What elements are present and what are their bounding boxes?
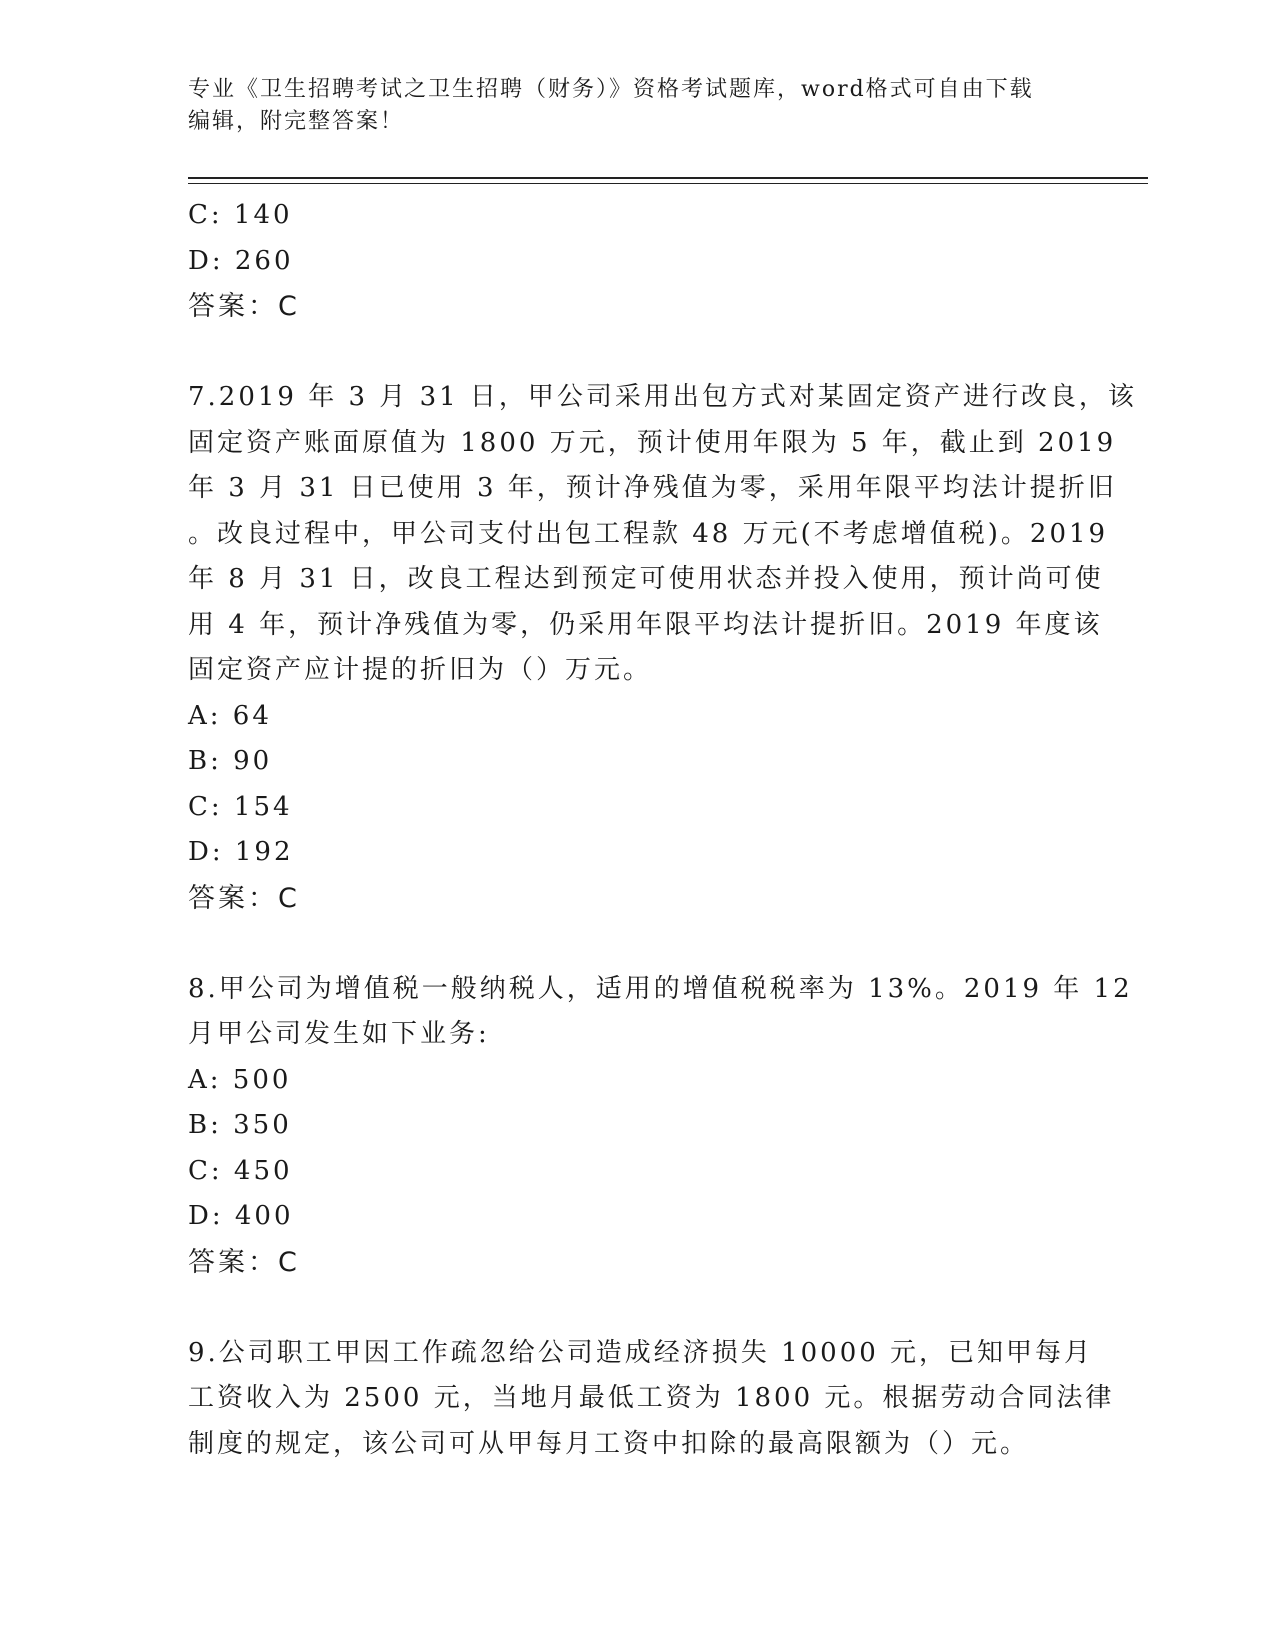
- q8-option-b: B: 350: [188, 1110, 292, 1140]
- document-header: [188, 74, 1088, 138]
- q6-option-d: D: 260: [188, 245, 294, 276]
- q7-stem-line: 固定资产应计提的折旧为（）万元。: [188, 655, 653, 685]
- header-rule-thin: [188, 183, 1148, 184]
- q7-stem-line: 。改良过程中，甲公司支付出包工程款 48 万元(不考虑增值税)。2019: [188, 518, 1109, 549]
- q7-answer: 答案：C: [188, 882, 300, 914]
- q7-stem-line: 用 4 年，预计净残值为零，仍采用年限平均法计提折旧。2019 年度该: [188, 609, 1103, 640]
- q6-answer: 答案：C: [188, 291, 300, 322]
- header-rule-thick: [188, 177, 1148, 179]
- q7-stem-line: 7.2019 年 3 月 31 日，甲公司采用出包方式对某固定资产进行改良，该: [188, 382, 1137, 412]
- q9-stem-line: 工资收入为 2500 元，当地月最低工资为 1800 元。根据劳动合同法律: [188, 1383, 1115, 1413]
- q8-answer: 答案：C: [188, 1246, 300, 1278]
- q7-stem-line: 固定资产账面原值为 1800 万元，预计使用年限为 5 年，截止到 2019: [188, 427, 1117, 458]
- q7-option-d: D: 192: [188, 837, 294, 867]
- spacer: [188, 330, 1088, 376]
- spacer: [188, 921, 1088, 967]
- q9-stem-line: 制度的规定，该公司可从甲每月工资中扣除的最高限额为（）元。: [188, 1428, 1030, 1459]
- question-content: [188, 193, 1137, 1467]
- q7-option-c: C: 154: [188, 791, 293, 822]
- q8-option-d: D: 400: [188, 1201, 294, 1231]
- q9-stem-line: 9.公司职工甲因工作疏忽给公司造成经济损失 10000 元，已知甲每月: [188, 1337, 1094, 1368]
- q6-option-c: C: 140: [188, 200, 293, 230]
- q8-stem-line: 8.甲公司为增值税一般纳税人，适用的增值税税率为 13%。2019 年 12: [188, 973, 1133, 1004]
- q7-stem-line: 年 8 月 31 日，改良工程达到预定可使用状态并投入使用，预计尚可使: [188, 564, 1104, 594]
- q8-stem-line: 月甲公司发生如下业务:: [188, 1019, 490, 1049]
- q7-stem-line: 年 3 月 31 日已使用 3 年，预计净残值为零，采用年限平均法计提折旧: [188, 473, 1117, 503]
- q7-option-a: A: 64: [188, 700, 272, 731]
- q8-option-c: C: 450: [188, 1155, 293, 1186]
- header-line-2: 编辑，附完整答案！: [188, 109, 405, 134]
- q8-option-a: A: 500: [188, 1064, 292, 1095]
- q7-option-b: B: 90: [188, 746, 273, 776]
- spacer: [188, 1285, 1088, 1331]
- header-line-1: 专业《卫生招聘考试之卫生招聘（财务）》资格考试题库，word格式可自由下载: [188, 77, 1034, 102]
